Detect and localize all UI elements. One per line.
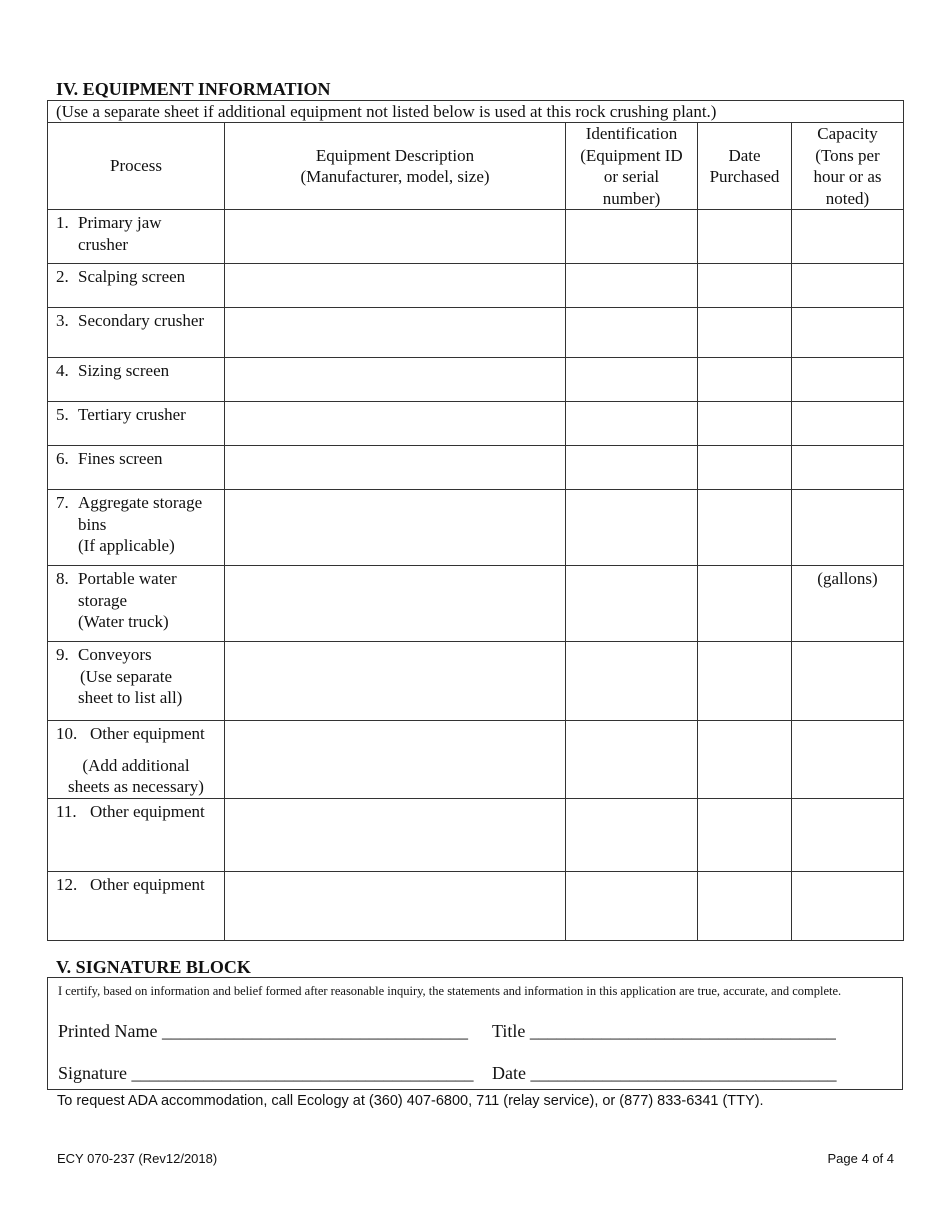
identification-field[interactable] bbox=[566, 308, 698, 358]
equipment-table bbox=[47, 100, 904, 941]
header-process: Process bbox=[48, 123, 225, 210]
process-cell: 10. Other equipment (Add additional sheets as necessary) bbox=[48, 721, 225, 799]
date-field[interactable] bbox=[698, 210, 792, 264]
process-cell: 1. Primary jaw crusher bbox=[48, 210, 225, 264]
date-field[interactable]: Date __________________________________ bbox=[492, 1063, 837, 1083]
capacity-field[interactable] bbox=[792, 402, 904, 446]
signature-section-title: V. SIGNATURE BLOCK bbox=[56, 957, 251, 977]
process-cell: 3. Secondary crusher bbox=[48, 308, 225, 358]
date-field[interactable] bbox=[698, 446, 792, 490]
table-row bbox=[48, 642, 904, 721]
date-field[interactable] bbox=[698, 798, 792, 871]
printed-name-field[interactable]: Printed Name __________________________________ bbox=[58, 1021, 468, 1041]
date-field[interactable] bbox=[698, 264, 792, 308]
header-identification: Identification (Equipment ID or serial number) bbox=[566, 123, 698, 210]
header-capacity: Capacity (Tons per hour or as noted) bbox=[792, 123, 904, 210]
capacity-unit-note: (gallons) bbox=[817, 569, 878, 588]
capacity-field[interactable] bbox=[792, 798, 904, 871]
header-date-purchased: Date Purchased bbox=[698, 123, 792, 210]
identification-field[interactable] bbox=[566, 358, 698, 402]
capacity-field[interactable] bbox=[792, 358, 904, 402]
capacity-field[interactable] bbox=[792, 490, 904, 566]
process-cell: 4. Sizing screen bbox=[48, 358, 225, 402]
identification-field[interactable] bbox=[566, 446, 698, 490]
identification-field[interactable] bbox=[566, 642, 698, 721]
table-row bbox=[48, 358, 904, 402]
description-field[interactable] bbox=[225, 402, 566, 446]
table-row bbox=[48, 402, 904, 446]
page-number: Page 4 of 4 bbox=[827, 1151, 894, 1166]
capacity-field[interactable] bbox=[792, 566, 904, 642]
identification-field[interactable] bbox=[566, 490, 698, 566]
process-cell: 5. Tertiary crusher bbox=[48, 402, 225, 446]
date-field[interactable] bbox=[698, 358, 792, 402]
description-field[interactable] bbox=[225, 210, 566, 264]
process-cell: 8. Portable water storage (Water truck) bbox=[48, 566, 225, 642]
equipment-section-title: IV. EQUIPMENT INFORMATION bbox=[56, 79, 331, 99]
capacity-field[interactable] bbox=[792, 210, 904, 264]
process-cell: 9. Conveyors (Use separate sheet to list all) bbox=[48, 642, 225, 721]
identification-field[interactable] bbox=[566, 798, 698, 871]
identification-field[interactable] bbox=[566, 871, 698, 940]
equipment-note: (Use a separate sheet if additional equipment not listed below is used at this rock crushing plant.) bbox=[48, 101, 904, 123]
table-row bbox=[48, 308, 904, 358]
description-field[interactable] bbox=[225, 358, 566, 402]
table-row bbox=[48, 871, 904, 940]
table-row bbox=[48, 721, 904, 799]
capacity-field[interactable] bbox=[792, 264, 904, 308]
capacity-field[interactable] bbox=[792, 308, 904, 358]
certification-statement: I certify, based on information and belief formed after reasonable inquiry, the statements and information in this application are true, accurate, and complete. bbox=[58, 984, 842, 998]
description-field[interactable] bbox=[225, 264, 566, 308]
capacity-field[interactable] bbox=[792, 446, 904, 490]
description-field[interactable] bbox=[225, 446, 566, 490]
description-field[interactable] bbox=[225, 490, 566, 566]
process-cell: 11. Other equipment bbox=[48, 798, 225, 871]
signature-block bbox=[47, 977, 903, 1090]
title-field[interactable]: Title __________________________________ bbox=[492, 1021, 836, 1041]
table-row bbox=[48, 446, 904, 490]
description-field[interactable] bbox=[225, 721, 566, 799]
date-field[interactable] bbox=[698, 490, 792, 566]
process-cell: 7. Aggregate storage bins (If applicable) bbox=[48, 490, 225, 566]
date-field[interactable] bbox=[698, 871, 792, 940]
identification-field[interactable] bbox=[566, 402, 698, 446]
date-field[interactable] bbox=[698, 402, 792, 446]
ada-notice: To request ADA accommodation, call Ecology at (360) 407-6800, 711 (relay service), or (877) 833-6341 (TTY). bbox=[57, 1093, 764, 1109]
description-field[interactable] bbox=[225, 566, 566, 642]
identification-field[interactable] bbox=[566, 210, 698, 264]
identification-field[interactable] bbox=[566, 721, 698, 799]
table-row bbox=[48, 264, 904, 308]
table-row bbox=[48, 798, 904, 871]
signature-field[interactable]: Signature ______________________________________ bbox=[58, 1063, 474, 1083]
description-field[interactable] bbox=[225, 871, 566, 940]
process-cell: 2. Scalping screen bbox=[48, 264, 225, 308]
identification-field[interactable] bbox=[566, 566, 698, 642]
table-row bbox=[48, 210, 904, 264]
capacity-field[interactable] bbox=[792, 642, 904, 721]
capacity-field[interactable] bbox=[792, 721, 904, 799]
date-field[interactable] bbox=[698, 721, 792, 799]
process-cell: 12. Other equipment bbox=[48, 871, 225, 940]
date-field[interactable] bbox=[698, 308, 792, 358]
date-field[interactable] bbox=[698, 642, 792, 721]
identification-field[interactable] bbox=[566, 264, 698, 308]
header-description: Equipment Description (Manufacturer, model, size) bbox=[225, 123, 566, 210]
capacity-field[interactable] bbox=[792, 871, 904, 940]
form-id: ECY 070-237 (Rev12/2018) bbox=[57, 1151, 218, 1166]
description-field[interactable] bbox=[225, 308, 566, 358]
table-row bbox=[48, 490, 904, 566]
description-field[interactable] bbox=[225, 798, 566, 871]
date-field[interactable] bbox=[698, 566, 792, 642]
process-cell: 6. Fines screen bbox=[48, 446, 225, 490]
table-row bbox=[48, 566, 904, 642]
description-field[interactable] bbox=[225, 642, 566, 721]
